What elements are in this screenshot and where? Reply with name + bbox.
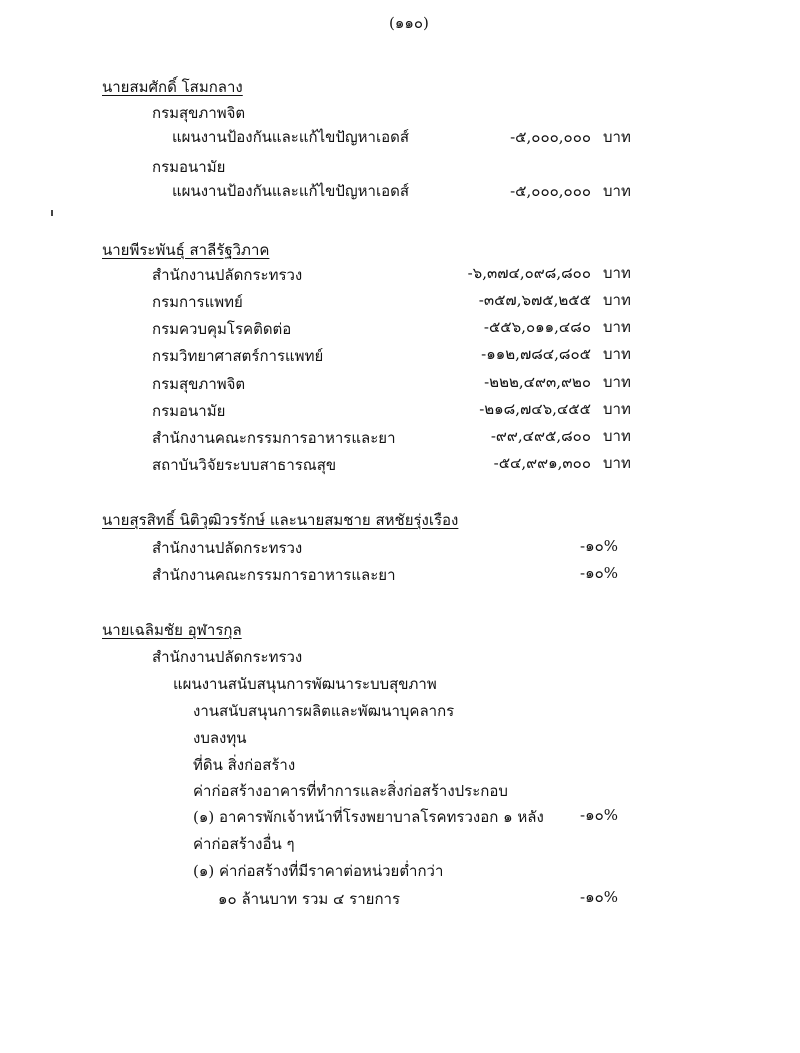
amount: -๒๒๒,๔๙๓,๙๒๐ [484,373,591,391]
section-heading: นายเฉลิมชัย อุฬารกุล [102,621,242,639]
amount: -๑๑๒,๗๘๔,๘๐๕ [481,345,591,363]
department-label: สำนักงานปลัดกระทรวง [152,648,303,666]
budget-item-label: ค่าก่อสร้างอาคารที่ทำการและสิ่งก่อสร้างประกอบ [193,782,508,800]
section-heading: นายสมศักดิ์ โสมกลาง [102,78,243,96]
unit-label: บาท [603,345,631,363]
amount: -๕,๐๐๐,๐๐๐ [510,182,591,200]
department-label: กรมควบคุมโรคติดต่อ [152,320,292,338]
amount: -๓๕๗,๖๗๕,๒๕๕ [478,291,591,309]
budget-subitem-label: ๑๐ ล้านบาท รวม ๔ รายการ [218,890,400,908]
department-label: กรมวิทยาศาสตร์การแพทย์ [152,347,324,365]
amount: -๙๙,๔๙๕,๘๐๐ [490,427,591,445]
unit-label: บาท [603,182,631,200]
department-label: กรมสุขภาพจิต [152,375,246,393]
scan-mark [51,210,53,216]
plan-label: แผนงานป้องกันและแก้ไขปัญหาเอดส์ [172,128,410,146]
budget-type-label: งบลงทุน [193,729,247,747]
department-label: กรมการแพทย์ [152,293,243,311]
department-label: สำนักงานคณะกรรมการอาหารและยา [152,429,396,447]
department-label: สถาบันวิจัยระบบสาธารณสุข [152,456,337,474]
amount: -๕๔,๙๙๑,๓๐๐ [493,454,591,472]
section-heading: นายสุรสิทธิ์ นิติวุฒิวรรักษ์ และนายสมชาย สหชัยรุ่งเรือง [102,511,459,529]
department-label: สำนักงานคณะกรรมการอาหารและยา [152,566,396,584]
percent-cut: -๑๐% [580,564,618,582]
unit-label: บาท [603,427,631,445]
budget-category-label: ที่ดิน สิ่งก่อสร้าง [193,756,296,774]
unit-label: บาท [603,291,631,309]
percent-cut: -๑๐% [580,537,618,555]
amount: -๕,๐๐๐,๐๐๐ [510,128,591,146]
unit-label: บาท [603,264,631,282]
plan-label: แผนงานป้องกันและแก้ไขปัญหาเอดส์ [172,182,410,200]
amount: -๖,๓๗๔,๐๙๘,๘๐๐ [467,264,591,282]
percent-cut: -๑๐% [580,806,618,824]
unit-label: บาท [603,373,631,391]
department-label: กรมสุขภาพจิต [152,104,246,122]
page-number: (๑๑๐) [389,14,429,32]
percent-cut: -๑๐% [580,888,618,906]
unit-label: บาท [603,454,631,472]
unit-label: บาท [603,400,631,418]
amount: -๒๑๘,๗๔๖,๔๕๕ [479,400,591,418]
budget-item-label: ค่าก่อสร้างอื่น ๆ [193,835,295,853]
unit-label: บาท [603,128,631,146]
amount: -๕๕๖,๐๑๑,๔๘๐ [483,318,591,336]
department-label: กรมอนามัย [152,158,226,176]
section-heading: นายพีระพันธุ์ สาลีรัฐวิภาค [102,241,270,259]
plan-label: แผนงานสนับสนุนการพัฒนาระบบสุขภาพ [173,675,437,693]
work-label: งานสนับสนุนการผลิตและพัฒนาบุคลากร [193,702,455,720]
department-label: กรมอนามัย [152,402,226,420]
department-label: สำนักงานปลัดกระทรวง [152,266,303,284]
budget-subitem-label: (๑) อาคารพักเจ้าหน้าที่โรงพยาบาลโรคทรวงอก ๑ หลัง [193,808,544,826]
unit-label: บาท [603,318,631,336]
budget-subitem-label: (๑) ค่าก่อสร้างที่มีราคาต่อหน่วยต่ำกว่า [193,862,444,880]
department-label: สำนักงานปลัดกระทรวง [152,539,303,557]
